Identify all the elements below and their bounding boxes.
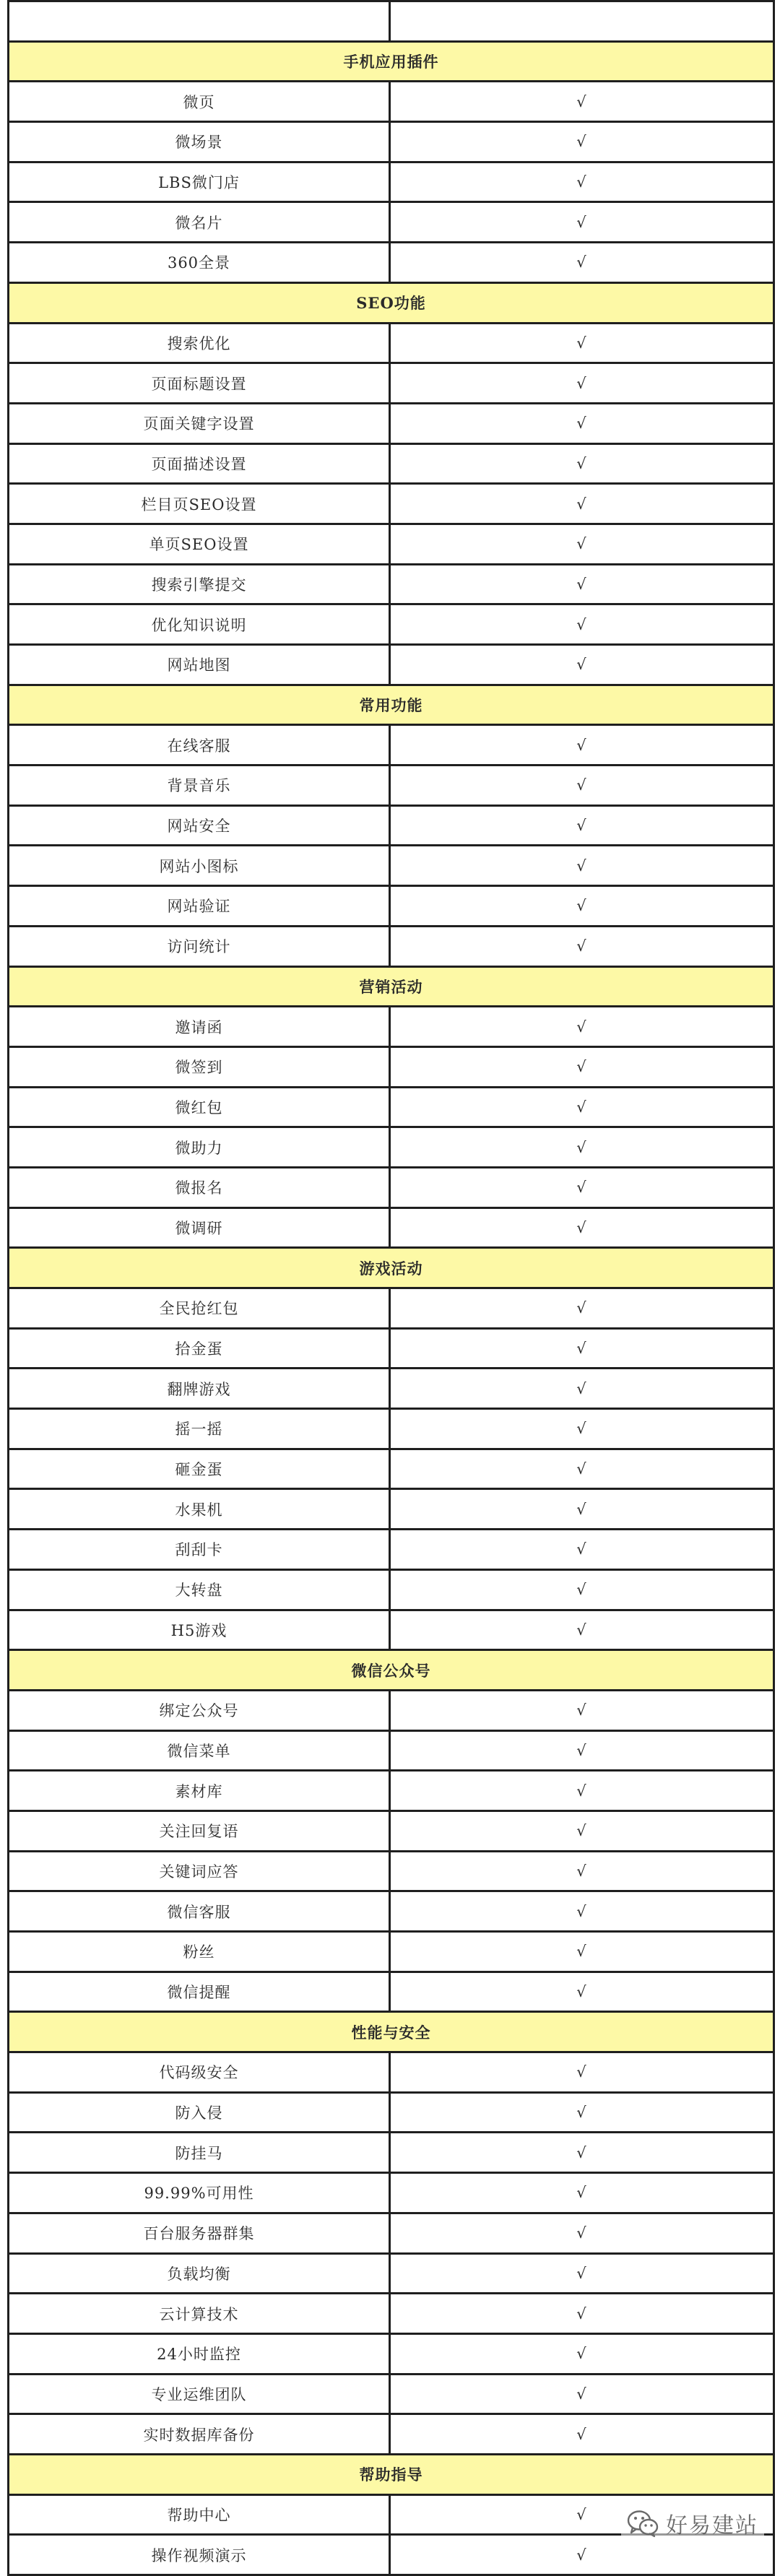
check-mark-icon: √ (390, 1891, 774, 1932)
table-row (9, 443, 774, 484)
feature-name: 网站地图 (9, 645, 390, 685)
section-title: 帮助指导 (9, 2454, 774, 2494)
table-top-stub-row (9, 1, 774, 42)
table-row (9, 162, 774, 202)
check-mark-icon: √ (390, 2253, 774, 2294)
table-row (9, 2374, 774, 2414)
check-mark-icon: √ (390, 243, 774, 283)
feature-name: 99.99%可用性 (9, 2173, 390, 2213)
check-mark-icon: √ (390, 202, 774, 243)
check-mark-icon: √ (390, 1690, 774, 1730)
table-row (9, 1127, 774, 1168)
check-mark-icon: √ (390, 1328, 774, 1369)
table-row (9, 484, 774, 524)
section-header-row (9, 1650, 774, 1691)
section-title: 手机应用插件 (9, 41, 774, 82)
check-mark-icon: √ (390, 846, 774, 886)
section-title: SEO功能 (9, 282, 774, 323)
feature-name: 关注回复语 (9, 1810, 390, 1851)
table-row (9, 1288, 774, 1329)
table-row (9, 725, 774, 766)
table-row (9, 1046, 774, 1087)
feature-name: 网站安全 (9, 805, 390, 846)
check-mark-icon: √ (390, 363, 774, 404)
wechat-logo-icon (627, 2510, 659, 2537)
section-title: 游戏活动 (9, 1248, 774, 1288)
feature-name: 微签到 (9, 1046, 390, 1087)
feature-name: 操作视频演示 (9, 2535, 390, 2575)
table-row (9, 122, 774, 162)
check-mark-icon: √ (390, 1810, 774, 1851)
check-mark-icon: √ (390, 2092, 774, 2133)
check-mark-icon: √ (390, 2052, 774, 2093)
feature-name: 全民抢红包 (9, 1288, 390, 1329)
check-mark-icon: √ (390, 1730, 774, 1771)
check-mark-icon: √ (390, 1409, 774, 1449)
table-row (9, 564, 774, 604)
feature-name: 微红包 (9, 1087, 390, 1127)
check-mark-icon: √ (390, 1851, 774, 1891)
check-mark-icon: √ (390, 564, 774, 604)
check-mark-icon: √ (390, 162, 774, 202)
check-mark-icon: √ (390, 1207, 774, 1248)
check-mark-icon: √ (390, 323, 774, 363)
table-row (9, 1810, 774, 1851)
feature-name: 360全景 (9, 243, 390, 283)
table-row (9, 1569, 774, 1610)
table-row (9, 604, 774, 645)
feature-name: 页面描述设置 (9, 443, 390, 484)
table-row (9, 363, 774, 404)
feature-name: 关键词应答 (9, 1851, 390, 1891)
check-mark-icon: √ (390, 82, 774, 122)
feature-name: 云计算技术 (9, 2294, 390, 2334)
section-title: 常用功能 (9, 685, 774, 725)
check-mark-icon: √ (390, 1771, 774, 1811)
check-mark-icon: √ (390, 443, 774, 484)
check-mark-icon: √ (390, 2494, 774, 2535)
check-mark-icon: √ (390, 2213, 774, 2253)
table-row (9, 1449, 774, 1489)
table-row (9, 82, 774, 122)
table-row (9, 1610, 774, 1650)
feature-name: 微信菜单 (9, 1730, 390, 1771)
feature-name: H5游戏 (9, 1610, 390, 1650)
feature-name: 绑定公众号 (9, 1690, 390, 1730)
table-row (9, 1771, 774, 1811)
table-row (9, 202, 774, 243)
table-row (9, 1730, 774, 1771)
feature-name: 实时数据库备份 (9, 2414, 390, 2455)
table-row (9, 886, 774, 927)
stub-cell (9, 1, 390, 42)
feature-name: 网站验证 (9, 886, 390, 927)
feature-name: 百台服务器群集 (9, 2213, 390, 2253)
feature-name: 微页 (9, 82, 390, 122)
feature-comparison-table (7, 0, 775, 2576)
table-row (9, 1690, 774, 1730)
section-title: 微信公众号 (9, 1650, 774, 1691)
check-mark-icon: √ (390, 1932, 774, 1972)
feature-name: 防挂马 (9, 2133, 390, 2173)
feature-name: 翻牌游戏 (9, 1369, 390, 1409)
table-row (9, 2092, 774, 2133)
table-row (9, 1369, 774, 1409)
stub-cell (390, 1, 774, 42)
table-row (9, 2173, 774, 2213)
table-row (9, 926, 774, 966)
table-row (9, 2213, 774, 2253)
check-mark-icon: √ (390, 1046, 774, 1087)
table-row (9, 2253, 774, 2294)
section-title: 性能与安全 (9, 2012, 774, 2052)
feature-name: 栏目页SEO设置 (9, 484, 390, 524)
feature-name: 微调研 (9, 1207, 390, 1248)
check-mark-icon: √ (390, 2173, 774, 2213)
check-mark-icon: √ (390, 2414, 774, 2455)
feature-name: 背景音乐 (9, 766, 390, 806)
feature-name: 24小时监控 (9, 2333, 390, 2374)
check-mark-icon: √ (390, 725, 774, 766)
table-row (9, 2414, 774, 2455)
feature-name: 网站小图标 (9, 846, 390, 886)
feature-name: LBS微门店 (9, 162, 390, 202)
check-mark-icon: √ (390, 1530, 774, 1570)
section-title: 营销活动 (9, 966, 774, 1007)
table-row (9, 1328, 774, 1369)
check-mark-icon: √ (390, 1972, 774, 2012)
section-header-row (9, 282, 774, 323)
table-row (9, 1851, 774, 1891)
section-header-row (9, 2454, 774, 2494)
check-mark-icon: √ (390, 1288, 774, 1329)
check-mark-icon: √ (390, 886, 774, 927)
watermark (621, 2505, 764, 2542)
section-header-row (9, 966, 774, 1007)
check-mark-icon: √ (390, 2374, 774, 2414)
table-row (9, 403, 774, 443)
check-mark-icon: √ (390, 805, 774, 846)
table-row (9, 805, 774, 846)
feature-name: 微助力 (9, 1127, 390, 1168)
feature-name: 页面标题设置 (9, 363, 390, 404)
feature-name: 邀请函 (9, 1007, 390, 1047)
check-mark-icon: √ (390, 2294, 774, 2334)
feature-name: 专业运维团队 (9, 2374, 390, 2414)
check-mark-icon: √ (390, 484, 774, 524)
feature-name: 页面关键字设置 (9, 403, 390, 443)
feature-name: 在线客服 (9, 725, 390, 766)
table-row (9, 2294, 774, 2334)
check-mark-icon: √ (390, 1167, 774, 1207)
table-row (9, 524, 774, 564)
feature-name: 微信客服 (9, 1891, 390, 1932)
table-row (9, 2052, 774, 2093)
table-row (9, 1087, 774, 1127)
table-row (9, 1489, 774, 1530)
table-row (9, 766, 774, 806)
table-row (9, 1530, 774, 1570)
watermark-text: 好易建站 (666, 2513, 758, 2538)
feature-name: 访问统计 (9, 926, 390, 966)
table-row (9, 645, 774, 685)
check-mark-icon: √ (390, 2333, 774, 2374)
check-mark-icon: √ (390, 604, 774, 645)
feature-name: 刮刮卡 (9, 1530, 390, 1570)
check-mark-icon: √ (390, 2535, 774, 2575)
check-mark-icon: √ (390, 524, 774, 564)
check-mark-icon: √ (390, 122, 774, 162)
feature-name: 搜索优化 (9, 323, 390, 363)
check-mark-icon: √ (390, 1569, 774, 1610)
feature-name: 素材库 (9, 1771, 390, 1811)
check-mark-icon: √ (390, 766, 774, 806)
table-row (9, 2333, 774, 2374)
table-row (9, 1409, 774, 1449)
table-row (9, 1207, 774, 1248)
table-row (9, 1007, 774, 1047)
check-mark-icon: √ (390, 2133, 774, 2173)
feature-name: 拾金蛋 (9, 1328, 390, 1369)
feature-name: 微名片 (9, 202, 390, 243)
check-mark-icon: √ (390, 1610, 774, 1650)
feature-name: 大转盘 (9, 1569, 390, 1610)
check-mark-icon: √ (390, 1007, 774, 1047)
check-mark-icon: √ (390, 926, 774, 966)
feature-name: 摇一摇 (9, 1409, 390, 1449)
section-header-row (9, 2012, 774, 2052)
table-row (9, 323, 774, 363)
feature-name: 代码级安全 (9, 2052, 390, 2093)
check-mark-icon: √ (390, 1369, 774, 1409)
check-mark-icon: √ (390, 645, 774, 685)
table-row (9, 2133, 774, 2173)
table-row (9, 1167, 774, 1207)
feature-name: 砸金蛋 (9, 1449, 390, 1489)
check-mark-icon: √ (390, 1449, 774, 1489)
section-header-row (9, 1248, 774, 1288)
feature-name: 负载均衡 (9, 2253, 390, 2294)
section-header-row (9, 685, 774, 725)
feature-name: 帮助中心 (9, 2494, 390, 2535)
feature-name: 粉丝 (9, 1932, 390, 1972)
feature-name: 防入侵 (9, 2092, 390, 2133)
feature-name: 微场景 (9, 122, 390, 162)
table-row (9, 243, 774, 283)
table-row (9, 1932, 774, 1972)
table-body (9, 1, 774, 2575)
table-row (9, 1891, 774, 1932)
feature-name: 单页SEO设置 (9, 524, 390, 564)
table-row (9, 1972, 774, 2012)
feature-name: 优化知识说明 (9, 604, 390, 645)
check-mark-icon: √ (390, 403, 774, 443)
feature-name: 微报名 (9, 1167, 390, 1207)
section-header-row (9, 41, 774, 82)
check-mark-icon: √ (390, 1087, 774, 1127)
check-mark-icon: √ (390, 1489, 774, 1530)
feature-name: 搜索引擎提交 (9, 564, 390, 604)
table-row (9, 846, 774, 886)
feature-name: 水果机 (9, 1489, 390, 1530)
feature-name: 微信提醒 (9, 1972, 390, 2012)
check-mark-icon: √ (390, 1127, 774, 1168)
